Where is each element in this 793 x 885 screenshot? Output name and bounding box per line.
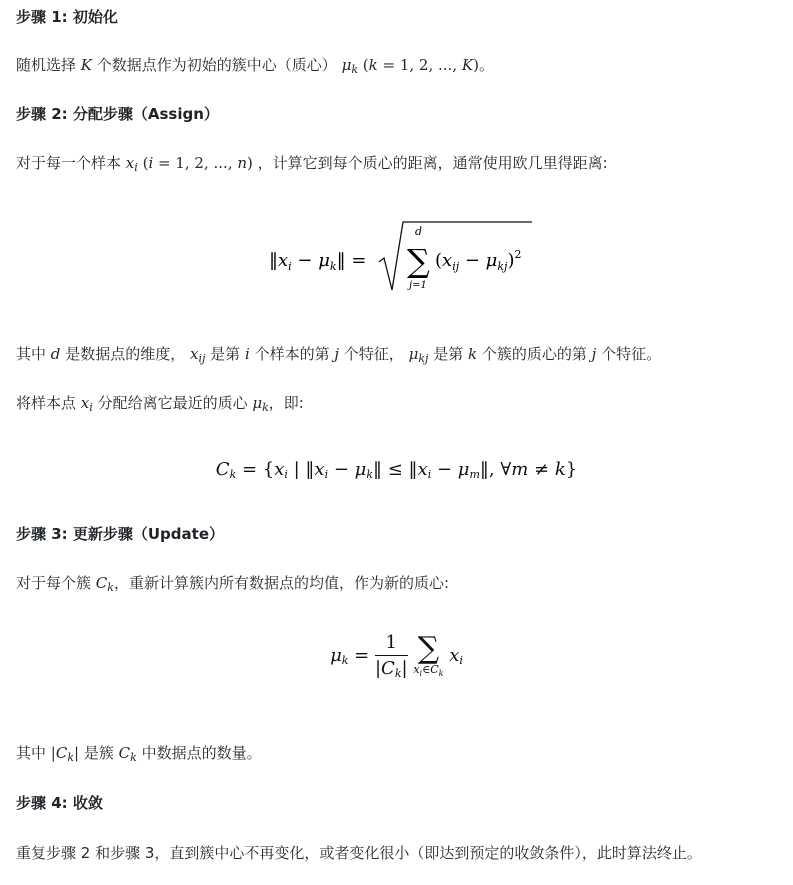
step2-where: 其中 d 是数据点的维度， $x_{ij}$ 是第 i 个样本的第 j 个特征， $\mu_{kj}$ 是第 k 个簇的质心的第 j 个特征。 — [16, 345, 662, 365]
step2-intro: 对于每一个样本 $x_i$ (i = 1, 2, ..., n) ，计算它到每个质心的距离，通常使用欧几里得距离: — [16, 154, 608, 174]
svg-text:‖xi − μk‖ =: $‖x_i$ − $\mu_k‖$ = — [268, 250, 366, 273]
svg-text:∑: ∑ — [406, 242, 430, 280]
svg-text:j=1: j=1 — [408, 280, 427, 291]
step3-intro: 对于每个簇 $C_k$，重新计算簇内所有数据点的均值，作为新的质心: — [16, 574, 450, 594]
step2-assign: 将样本点 $x_i$ 分配给离它最近的质心 $\mu_k$，即: — [16, 394, 304, 414]
centroid-update-equation: $\mu_k$ = $\frac{1}{|C_k|}$ ∑ $x_i\in C_k$ $x_i$ — [330, 630, 463, 680]
step3-heading: 步骤 3: 更新步骤（Update） — [16, 525, 225, 543]
step3-where: 其中 $|C_k|$ 是簇 $C_k$ 中数据点的数量。 — [16, 744, 262, 764]
step4-text: 重复步骤 2 和步骤 3，直到簇中心不再变化，或者变化很小（即达到预定的收敛条件），此时算法终止。 — [16, 844, 702, 862]
step1-text: 随机选择 K 个数据点作为初始的簇中心（质心） $\mu_k$ (k = 1, 2, ..., K)。 — [16, 56, 494, 76]
svg-text:d: d — [414, 225, 422, 238]
step4-heading: 步骤 4: 收敛 — [16, 794, 103, 812]
step2-heading: 步骤 2: 分配步骤（Assign） — [16, 105, 219, 123]
svg-text:(xij − μkj)2: $(x_{ij} - \mu_{kj})^2$ — [434, 248, 521, 273]
step1-heading: 步骤 1: 初始化 — [16, 8, 118, 26]
euclidean-distance-equation — [0, 218, 793, 303]
cluster-assignment-equation: $C_k = \{x_i$ | $‖x_i$ − $\mu_k‖$ ≤ $‖x_i$ − $\mu_m‖$, ∀m ≠ k} — [215, 459, 578, 481]
